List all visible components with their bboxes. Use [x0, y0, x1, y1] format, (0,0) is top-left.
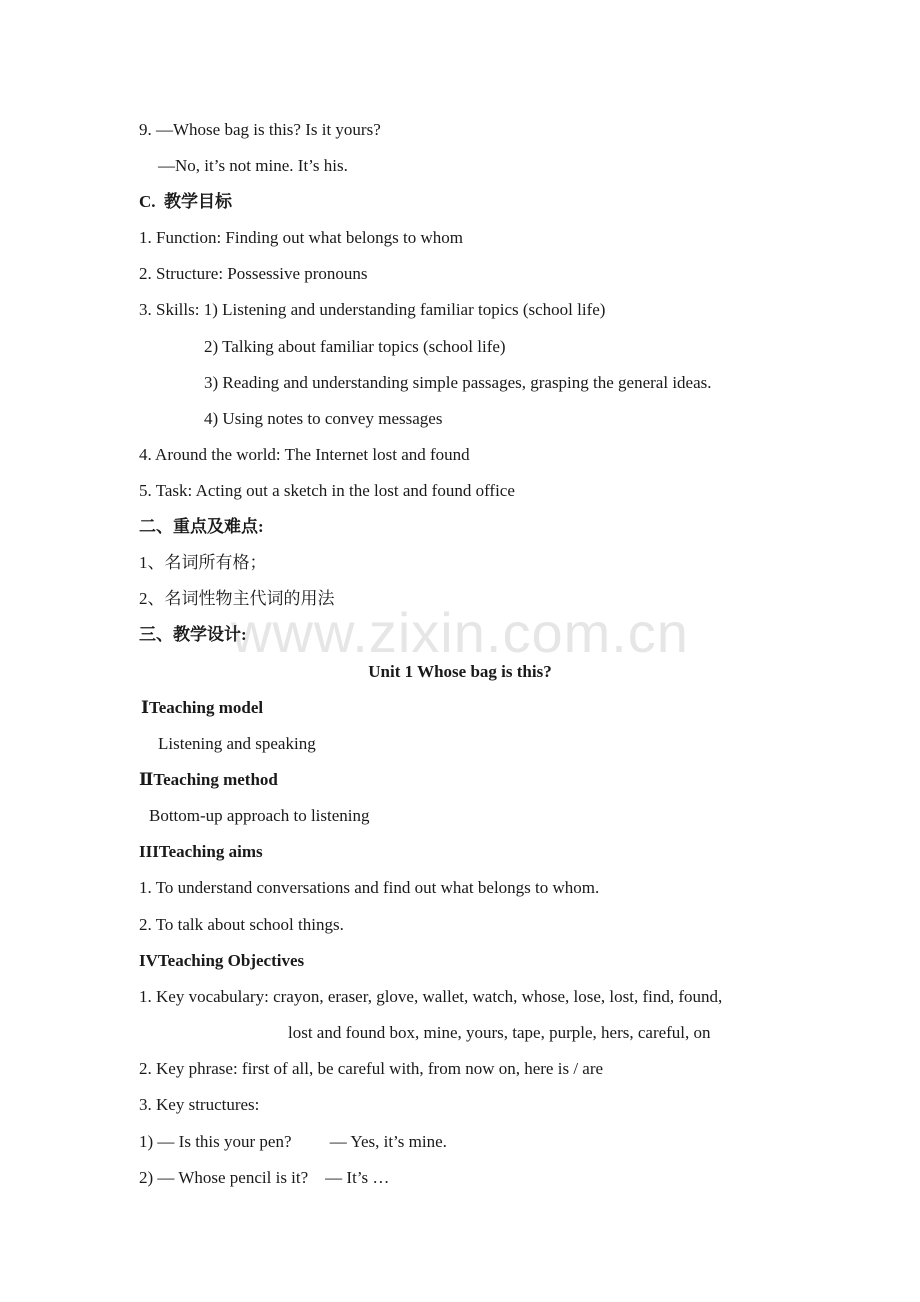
text-line: 2) — Whose pencil is it? — It’s …: [139, 1168, 390, 1187]
text-line: 2. To talk about school things.: [139, 915, 344, 934]
watermark: www.zixin.com.cn: [231, 601, 689, 664]
text-line: lost and found box, mine, yours, tape, purple, hers, careful, on: [288, 1023, 711, 1042]
text-line: 1. To understand conversations and find out what belongs to whom.: [139, 878, 600, 897]
text-line: 1. Key vocabulary: crayon, eraser, glove, wallet, watch, whose, lose, lost, find, found,: [139, 987, 723, 1006]
subsection-heading: ⅡTeaching method: [139, 770, 278, 789]
subsection-heading: IVTeaching Objectives: [139, 951, 305, 970]
text-line: 2. Key phrase: first of all, be careful with, from now on, here is / are: [139, 1059, 604, 1078]
subsection-heading: ⅠTeaching model: [141, 698, 264, 717]
section-heading: 三、教学设计:: [139, 625, 247, 644]
text-line: 9. —Whose bag is this? Is it yours?: [139, 120, 381, 139]
text-line: 4. Around the world: The Internet lost and found: [139, 445, 470, 464]
section-heading: 二、重点及难点:: [139, 517, 264, 536]
text-line: —No, it’s not mine. It’s his.: [158, 156, 348, 175]
text-line: 3. Key structures:: [139, 1095, 260, 1114]
subsection-heading: IIITeaching aims: [139, 842, 263, 861]
unit-title: Unit 1 Whose bag is this?: [368, 662, 552, 681]
text-line: 1) — Is this your pen? — Yes, it’s mine.: [139, 1132, 447, 1151]
text-line: 5. Task: Acting out a sketch in the lost and found office: [139, 481, 515, 500]
text-line: Bottom-up approach to listening: [149, 806, 370, 825]
text-line: 1. Function: Finding out what belongs to whom: [139, 228, 463, 247]
section-heading: C. 教学目标: [139, 192, 233, 211]
text-line: 3. Skills: 1) Listening and understanding familiar topics (school life): [139, 300, 606, 319]
text-line: 4) Using notes to convey messages: [204, 409, 443, 428]
text-line: 2. Structure: Possessive pronouns: [139, 264, 368, 283]
text-line: 3) Reading and understanding simple passages, grasping the general ideas.: [204, 373, 712, 392]
text-line: 1、名词所有格；: [139, 553, 267, 572]
text-line: Listening and speaking: [158, 734, 316, 753]
text-line: 2、名词性物主代词的用法: [139, 589, 335, 608]
text-line: 2) Talking about familiar topics (school life): [204, 337, 506, 356]
